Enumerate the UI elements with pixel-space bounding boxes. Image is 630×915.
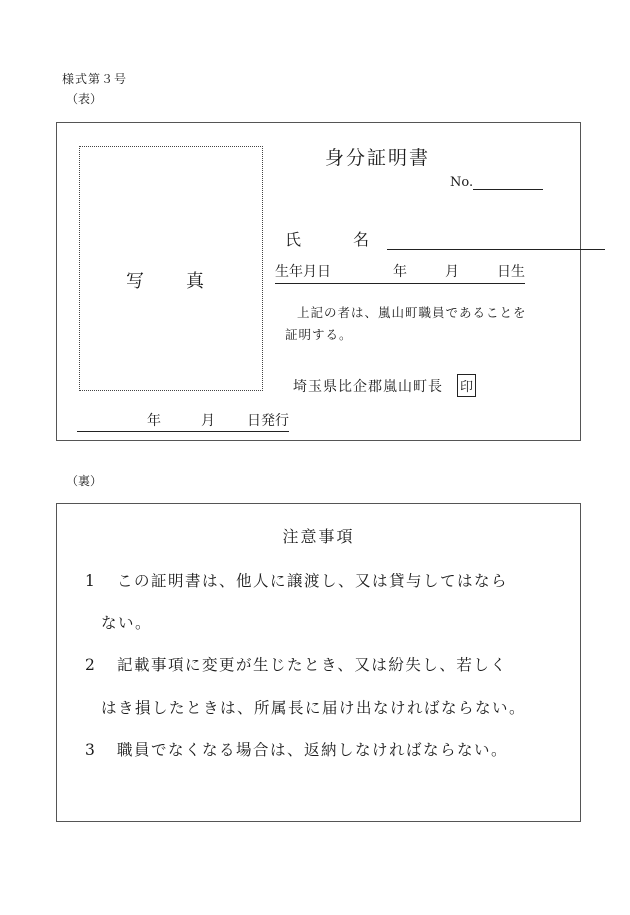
issue-day-label: 日発行: [247, 413, 289, 429]
birth-month-label: 月: [445, 264, 459, 280]
notice-text: 記載事項に変更が生じたとき、又は紛失し、若しく: [117, 656, 508, 674]
notice-item-2: [85, 653, 507, 675]
certification-line-1: 上記の者は、嵐山町職員であることを: [297, 305, 527, 320]
issue-month-label: 月: [201, 413, 215, 429]
name-label: 氏 名: [285, 230, 388, 249]
notice-text: この証明書は、他人に譲渡し、又は貸与してはなら: [117, 572, 509, 590]
issuer-line: [293, 374, 476, 397]
birth-date-field: [275, 261, 525, 284]
issue-date-field: [77, 410, 289, 432]
issuer-name: 埼玉県比企郡嵐山町長: [293, 379, 443, 395]
id-card-front: [56, 122, 581, 441]
birth-day-label: 日生: [497, 264, 525, 280]
id-card-back: [56, 503, 581, 822]
certification-line-2: 証明する。: [285, 327, 353, 342]
name-field: [285, 227, 605, 250]
card-number-label: No.: [450, 175, 474, 190]
notice-item-1: [85, 569, 508, 591]
notice-title: 注意事項: [282, 527, 355, 546]
photo-area: [79, 146, 263, 391]
seal-mark: 印: [457, 374, 476, 397]
certification-text: [285, 302, 567, 346]
photo-label: 写 真: [126, 271, 216, 292]
back-side-label: （裏）: [66, 474, 103, 488]
front-side-label: （表）: [66, 92, 103, 106]
notice-item-1-cont: ない。: [101, 614, 153, 632]
issue-year-label: 年: [147, 413, 161, 429]
birth-date-label: 生年月日: [275, 264, 331, 280]
card-number-blank: [473, 175, 543, 190]
notice-item-3: [85, 738, 508, 760]
notice-text: 職員でなくなる場合は、返納しなければならない。: [117, 741, 509, 759]
notice-item-2-cont: はき損したときは、所属長に届け出なければならない。: [101, 699, 527, 717]
notice-number: 2: [85, 656, 97, 674]
notice-number: 1: [85, 572, 97, 590]
card-number-field: [450, 175, 543, 190]
notice-number: 3: [85, 741, 97, 759]
name-blank: [387, 231, 605, 250]
birth-year-label: 年: [393, 264, 407, 280]
form-number: 様式第３号: [62, 72, 128, 86]
card-title: 身分証明書: [325, 147, 431, 169]
